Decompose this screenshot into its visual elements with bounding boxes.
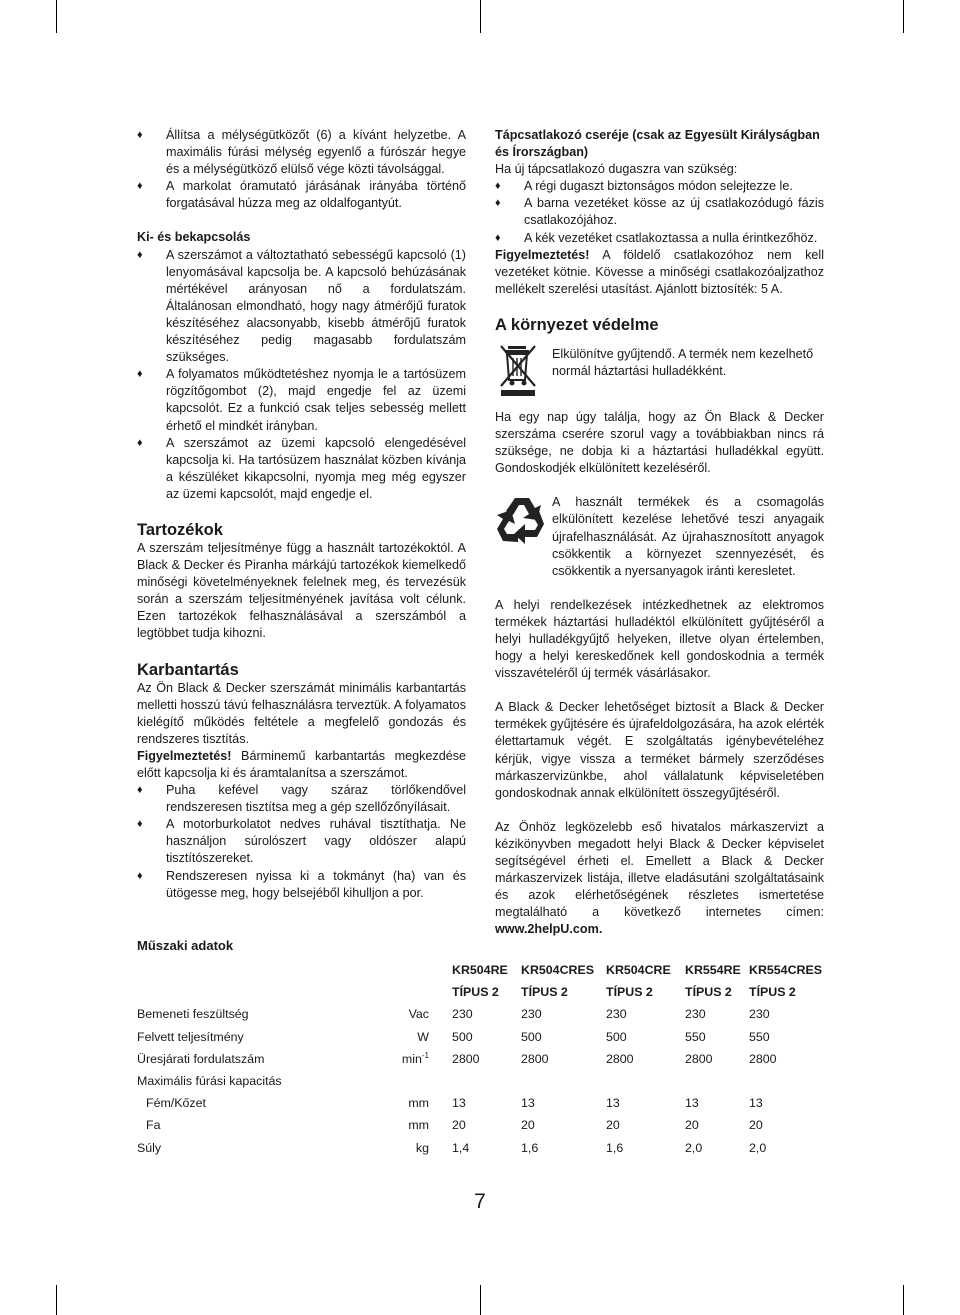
row-label: Súly [137,1140,162,1155]
maintenance-text: Az Ön Black & Decker szerszámát minimális karbantartás melletti hosszú távú felhasználásra terveztük. A folyamatos kielégítő működés feltétele a megfelelő gondozás és rendszeres tisztítás. [137,680,466,746]
table-cell: 20 [521,1118,535,1133]
table-cell: 1,4 [452,1140,470,1155]
row-label: Üresjárati fordulatszám [137,1051,265,1066]
bullet-switch-on: ♦ A szerszámot a változtatható sebességű kapcsoló (1) lenyomásával kapcsolja be. A kapcsoló behúzásának mértékével arányosan nő a fordulatszám. Általánosan elmondható, hogy nagy átmérőjű furatok készítéséhez alacsonyabb, kisebb átmérőjű furatok készítéséhez pedig magasabb fordulatszám szükséges. [137,247,466,367]
warning-label: Figyelmeztetés! [137,748,232,763]
table-cell: 13 [452,1096,466,1111]
local-regulations-text: A helyi rendelkezések intézkedhetnek az elektromos termékek háztartási hulladéktól elkülönített gyűjtéséről a helyi hulladékgyűjtő helyeken, illetve olyan értelemben, hogy a helyi kereskedőnek kell gondoskodnia a termék visszavételéről új termék vásárlásakor. [495,597,824,681]
table-cell: 2,0 [685,1140,703,1155]
row-unit: mm [408,1096,429,1111]
table-cell: 13 [749,1096,763,1111]
type-header: TÍPUS 2 [452,985,499,1000]
table-cell: 1,6 [606,1140,624,1155]
row-label: Fa [146,1118,161,1133]
crop-mark [903,1285,904,1315]
crop-mark [480,0,481,33]
bullet-lock-button: ♦ A folyamatos működtetéshez nyomja le a tartósüzem rögzítőgombot (2), majd engedje fel az üzemi kapcsolót. Ez a funkció csak teljes sebesség mellett érhető el mindkét irányban. [137,366,466,434]
table-row [137,1070,822,1092]
table-cell: 500 [606,1029,627,1044]
table-cell: 500 [452,1029,473,1044]
table-cell: 2800 [521,1051,549,1066]
type-header: TÍPUS 2 [521,985,568,1000]
table-cell: 1,6 [521,1140,539,1155]
disposal-text: Ha egy nap úgy találja, hogy az Ön Black & Decker szerszáma cserére szorul vagy a továbbiakban nincs rá szüksége, ne dobja ki a háztartási hulladékkal együtt. Gondoskodjék elkülönített kezeléséről. [495,409,824,476]
model-header: KR504CRE [606,963,671,978]
table-row [137,959,822,981]
service-url-link[interactable]: www.2helpU.com [495,922,599,937]
service-body: Az Önhöz legközelebb eső hivatalos márkaszervizt a kézikönyvben megadott helyi Black & Decker képviselet segítségével érheti el. Emellett a Black & Decker márkaszervizek listája, illetve eladásutáni szolgáltatásaink és azok elérhetőségének részletes ismertetése megtalálható a következő internetes címen: [495,819,824,920]
crop-mark [56,0,57,33]
technical-data-table [137,959,822,1159]
row-label: Maximális fúrási kapacitás [137,1074,282,1089]
table-row [137,1114,822,1136]
row-label: Fém/Kőzet [146,1096,206,1111]
collection-text: A Black & Decker lehetőséget biztosít a Black & Decker termékek gyűjtésére és újrafeldolgozására, ha azok elérték élettartamuk végét. E szolgáltatás igénybevételéhez kérjük, vigye vissza a terméket bármely szerződéses márkaszervizünkbe, ahol vállalatunk képviseletében gondoskodnak annak elkülönített összegyűjtéséről. [495,700,825,800]
model-header: KR504CRES [521,963,594,978]
table-row [137,981,822,1003]
table-cell: 2800 [606,1051,634,1066]
left-column [137,127,466,902]
recycle-text: A használt termékek és a csomagolás elkülönített kezelése lehetővé teszi anyagaik újrafelhasználását. Az újrahasznosított anyagok csökkentik a környezet szennyezését, és csökkentik a nyersanyagok iránti keresletet. [552,495,824,578]
table-cell: 550 [749,1029,770,1044]
row-unit: W [417,1029,429,1044]
table-cell: 13 [685,1096,699,1111]
table-cell: 230 [685,1007,706,1022]
table-cell: 20 [749,1118,763,1133]
model-header: KR554CRES [749,963,822,978]
weee-row [495,344,824,400]
crop-mark [56,1285,57,1315]
table-row [137,1003,822,1025]
crop-mark [903,0,904,33]
table-cell: 13 [521,1096,535,1111]
row-unit: mm [408,1118,429,1133]
weee-text: Elkülönítve gyűjtendő. A termék nem kezelhető normál háztartási hulladékként. [552,346,814,379]
table-cell: 230 [606,1007,627,1022]
bullet-blue-wire: ♦ A kék vezetéket csatlakoztassa a nulla érintkezőhöz. [495,230,824,247]
service-text [495,819,824,939]
table-cell: 13 [606,1096,620,1111]
section-accessories-title: Tartozékok [137,520,223,539]
bullet-depth-stop: ♦ Állítsa a mélységütközőt (6) a kívánt helyzetbe. A maximális fúrási mélység egyenlő a fúrószár hegye és a mélységütköző elülső vége közti távolsággal. [137,127,466,178]
recycle-row [495,494,824,579]
model-header: KR504RE [452,963,508,978]
recycle-icon [495,494,549,552]
table-cell: 20 [685,1118,699,1133]
table-row [137,1092,822,1114]
section-plug-title: Tápcsatlakozó cseréje (csak az Egyesült Királyságban és Írországban) [495,128,820,160]
row-unit: kg [415,1140,429,1155]
section-environment-title: A környezet védelme [495,315,659,334]
technical-data [137,938,837,1159]
table-row [137,1026,822,1048]
warning-label: Figyelmeztetés! [495,247,590,262]
section-maintenance-title: Karbantartás [137,660,239,679]
table-row [137,1048,822,1070]
table-cell: 20 [606,1118,620,1133]
table-cell: 2800 [452,1051,480,1066]
table-cell: 230 [452,1007,473,1022]
row-label: Felvett teljesítmény [137,1029,244,1044]
plug-warning [495,247,824,298]
bullet-old-plug: ♦ A régi dugaszt biztonságos módon selejtezze le. [495,178,824,195]
bullet-housing: ♦ A motorburkolatot nedves ruhával tisztíthatja. Ne használjon súrolószert vagy oldószer alapú tisztítószereket. [137,816,466,867]
plug-intro: Ha új tápcsatlakozó dugaszra van szükség: [495,162,738,177]
table-cell: 230 [749,1007,770,1022]
bullet-vents: ♦ Puha kefével vagy száraz törlőkendővel rendszeresen tisztítsa meg a gép szellőzőnyílásait. [137,782,466,816]
table-cell: 230 [521,1007,542,1022]
table-cell: 20 [452,1118,466,1133]
section-switch-title: Ki- és bekapcsolás [137,230,251,245]
table-cell: 2,0 [749,1140,767,1155]
bullet-chuck: ♦ Rendszeresen nyissa ki a tokmányt (ha) van és ütögesse meg, hogy belsejéből kihulljon a por. [137,868,466,902]
type-header: TÍPUS 2 [685,985,732,1000]
bullet-switch-off: ♦ A szerszámot az üzemi kapcsoló elengedésével kapcsolja ki. Ha tartósüzem használat közben kívánja a készüléket kikapcsolni, nyomja meg még egyszer az üzemi kapcsolót, majd engedje el. [137,435,466,503]
warning-text: Bárminemű karbantartás megkezdése előtt kapcsolja ki és áramtalanítsa a szerszámot. [137,748,466,780]
crop-mark [480,1285,481,1315]
warning-text: A földelő csatlakozóhoz nem kell vezetéket kötnie. Kövesse a minőségi csatlakozóaljzathoz mellékelt szerelési utasítást. Ajánlott biztosíték: 5 A. [495,247,824,296]
row-label: Bemeneti feszültség [137,1007,249,1022]
accessories-text: A szerszám teljesítménye függ a használt tartozékoktól. A Black & Decker és Piranha márkájú tartozékok kiemelkedő minőségi követelményeknek felelnek meg, és tervezésük során a szerszám teljesítményének javítása volt célunk. Ezen tartozékok felhasználásával a szerszámból a legtöbbet tudja kihozni. [137,540,466,641]
technical-data-title: Műszaki adatok [137,938,234,953]
row-unit: Vac [408,1007,429,1022]
right-column [495,127,824,938]
table-cell: 2800 [749,1051,777,1066]
table-row [137,1137,822,1159]
type-header: TÍPUS 2 [749,985,796,1000]
model-header: KR554RE [685,963,741,978]
type-header: TÍPUS 2 [606,985,653,1000]
table-cell: 500 [521,1029,542,1044]
row-unit: $\min^{-1}$ [401,1051,429,1067]
bullet-brown-wire: ♦ A barna vezetéket kösse az új csatlakozódugó fázis csatlakozójához. [495,195,824,229]
table-cell: 2800 [685,1051,713,1066]
service-url-end: . [598,922,603,937]
bullet-side-handle: ♦ A markolat óramutató járásának irányába történő forgatásával húzza meg az oldalfogantyút. [137,178,466,212]
page-number: 7 [474,1190,486,1213]
table-cell: 550 [685,1029,706,1044]
maintenance-warning [137,748,466,782]
crossed-bin-icon [495,344,549,400]
